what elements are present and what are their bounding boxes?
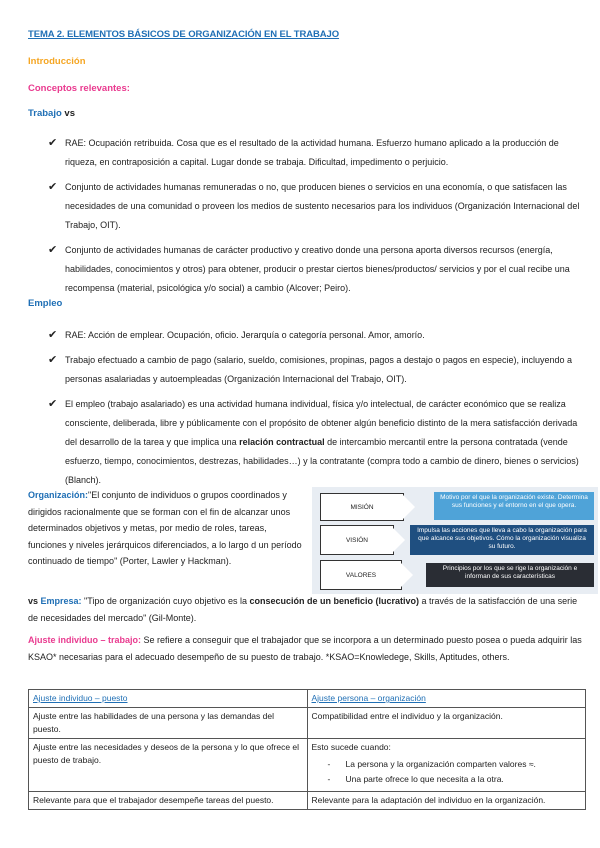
empleo-heading: Empleo [28, 298, 63, 309]
mission-vision-values-diagram [312, 487, 598, 594]
vision-description: Impulsa las acciones que lleva a cabo la organización para que alcance sus objetivos. Cómo la organización visualiza su futuro. [410, 525, 594, 555]
vision-arrow: VISIÓN [320, 525, 394, 555]
check-icon: ✔ [48, 181, 58, 193]
list-item: ✔ RAE: Acción de emplear. Ocupación, oficio. Jerarquía o categoría personal. Amor, amorío. [48, 326, 583, 345]
table-header-row [29, 690, 586, 708]
list-item: ✔ El empleo (trabajo asalariado) es una actividad humana individual, física y/o intelectual, de carácter económico que se realiza consciente, deliberada, libre y públicamente con el propósito de obtener algún beneficio distinto de la mera satisfacción derivada del desarrollo de la tarea y que implica una relación contractual de intercambio mercantil entre la persona contratada (vende esfuerzo, tiempo, conocimientos, destrezas, habilidades…) y la contratante (compra todo a cambio de dinero, bienes o servicios) (Blanch). [48, 395, 583, 490]
mision-arrow: MISIÓN [320, 493, 404, 521]
ajuste-definition: Ajuste individuo – trabajo: Se refiere a conseguir que el trabajador que se incorpora a un determinado puesto posea o pueda adquirir las KSAO* necesarias para el adecuado desempeño de su puesto de trabajo. *KSAO=Knowledege, Skills, Aptitudes, others. [28, 635, 582, 662]
table-row [29, 792, 586, 810]
page-title: TEMA 2. ELEMENTOS BÁSICOS DE ORGANIZACIÓN EN EL TRABAJO [28, 29, 340, 40]
list-item: - La persona y la organización comparten valores ≈. [326, 757, 582, 772]
empleo-list [48, 326, 583, 496]
list-item: ✔ Conjunto de actividades humanas remuneradas o no, que producen bienes o servicios en una economía, o que satisfacen las necesidades de una comunidad o proveen los medios de sustento necesarios para los individuos (Organización Internacional del Trabajo, OIT). [48, 178, 583, 235]
table-cell [307, 739, 586, 792]
trabajo-list [48, 134, 583, 304]
table-cell: Relevante para la adaptación del individuo en la organización. [307, 792, 586, 810]
valores-arrow: VALORES [320, 560, 402, 590]
cell-intro: Esto sucede cuando: [311, 742, 391, 752]
check-icon: ✔ [48, 398, 58, 410]
table-cell: Compatibilidad entre el individuo y la organización. [307, 708, 586, 739]
list-item: ✔ Conjunto de actividades humanas de carácter productivo y creativo donde una persona aporta diversos recursos (energía, habilidades, conocimientos y otros) para obtener, producir o prestar ciertos bienes/productos/ servicios y por el cual recibe una recompensa (material, psicológica y/o social) a cambio (Alcover; Peiro). [48, 241, 583, 298]
table-header: Ajuste persona – organización [307, 690, 586, 708]
table-cell: Ajuste entre las necesidades y deseos de la persona y lo que ofrece el puesto de trabajo. [29, 739, 308, 792]
table-cell: Ajuste entre las habilidades de una persona y las demandas del puesto. [29, 708, 308, 739]
check-icon: ✔ [48, 329, 58, 341]
table-row [29, 739, 586, 792]
list-item: - Una parte ofrece lo que necesita a la otra. [326, 772, 582, 787]
check-icon: ✔ [48, 354, 58, 366]
valores-description: Principios por los que se rige la organización e informan de sus características [426, 563, 594, 587]
empresa-definition: vs Empresa: "Tipo de organización cuyo objetivo es la consecución de un beneficio (lucrativo) a través de la satisfacción de una serie de necesidades del mercado" (Gil-Monte). [28, 596, 578, 623]
list-item: ✔ Trabajo efectuado a cambio de pago (salario, sueldo, comisiones, propinas, pagos a destajo o pagos en especie), incluyendo a personas asalariadas y autoempleadas (Organización Internacional del Trabajo, OIT). [48, 351, 583, 389]
mision-description: Motivo por el que la organización existe. Determina sus funciones y el entorno en el que opera. [434, 492, 594, 520]
check-icon: ✔ [48, 137, 58, 149]
organizacion-definition: Organización:"El conjunto de individuos o grupos coordinados y dirigidos racionalmente que se forman con el fin de alcanzar unos determinados objetivos y metas, por medio de roles, tareas, funciones y niveles jerárquicos diferenciados, a lo largo d un período continuado de tiempo" (Porter, Lawler y Hackman). [28, 490, 302, 566]
table-row [29, 708, 586, 739]
trabajo-heading: Trabajo vs [28, 108, 76, 119]
check-icon: ✔ [48, 244, 58, 256]
ajuste-table [28, 689, 586, 810]
table-header: Ajuste individuo – puesto [29, 690, 308, 708]
cell-list [326, 757, 582, 787]
table-cell: Relevante para que el trabajador desempeñe tareas del puesto. [29, 792, 308, 810]
list-item: ✔ RAE: Ocupación retribuida. Cosa que es el resultado de la actividad humana. Esfuerzo humano aplicado a la producción de riqueza, en contraposición a capital. Lugar donde se trabaja. Dificultad, impedimento o perjuicio. [48, 134, 583, 172]
intro-heading: Introducción [28, 56, 86, 67]
concepts-heading: Conceptos relevantes: [28, 83, 130, 94]
